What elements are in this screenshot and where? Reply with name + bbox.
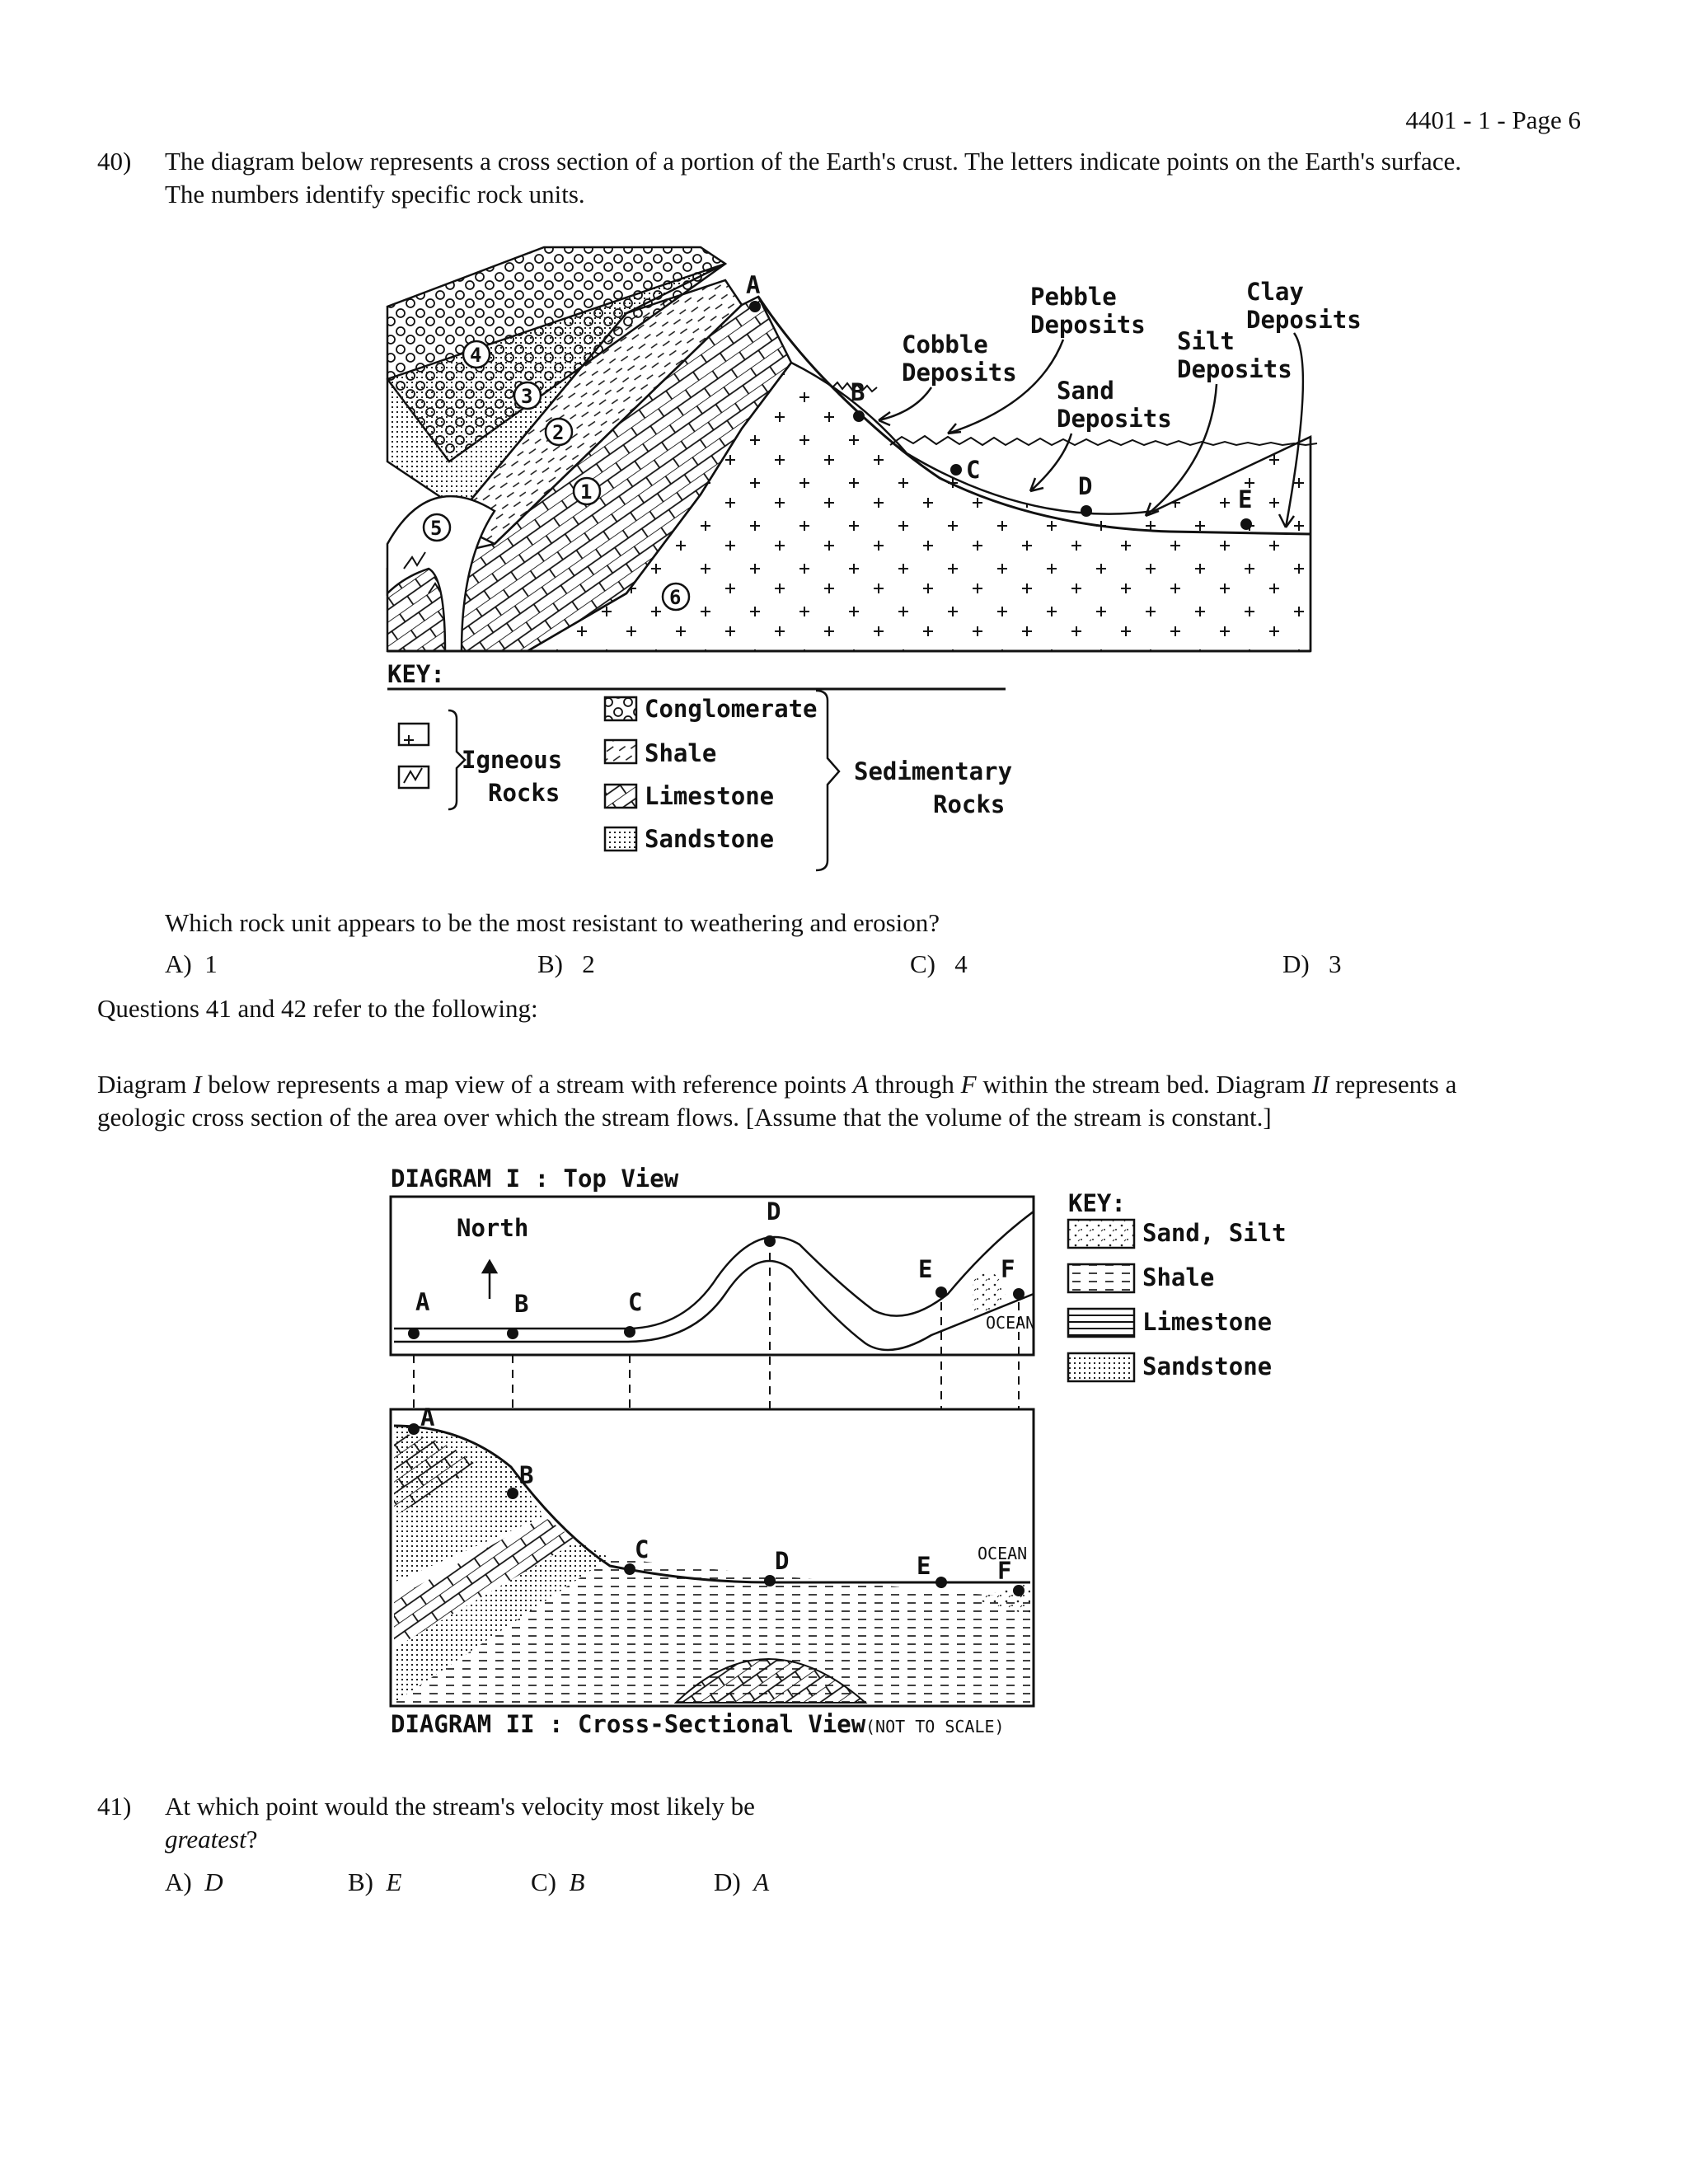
passage-text-5: represents a [1329, 1070, 1457, 1099]
diagram-1-title: DIAGRAM I : Top View [391, 1165, 679, 1193]
point-E: E [1238, 485, 1253, 513]
passage-italic-1: I [193, 1070, 202, 1099]
passage-line1 [97, 1068, 1456, 1101]
key-limestone: Limestone [645, 782, 775, 810]
section-point-A: A [420, 1404, 435, 1432]
key-title: KEY: [387, 660, 445, 688]
key2-swatch-shale [1068, 1264, 1134, 1292]
page-number-header: 4401 - 1 - Page 6 [1405, 105, 1581, 134]
key-igneous: Igneous [462, 746, 563, 774]
question-40-number: 40) [97, 147, 132, 176]
q40-choice-b[interactable] [537, 948, 595, 981]
section-point-F: F [997, 1557, 1012, 1585]
cross-section-diagram [0, 0, 1688, 882]
section-point-E: E [917, 1552, 931, 1580]
stream-diagrams [0, 1154, 1688, 1747]
q41-choice-d[interactable] [714, 1866, 769, 1899]
section-point-D: D [775, 1547, 790, 1575]
q40-choice-b-label: B) [537, 949, 563, 978]
q41-choice-d-value: A [753, 1868, 770, 1896]
q40-choice-c-value: 4 [954, 949, 968, 978]
key-sandstone: Sandstone [645, 825, 775, 853]
passage-italic-2: A [852, 1070, 869, 1099]
key2-sandstone: Sandstone [1142, 1352, 1273, 1380]
key-shale: Shale [645, 739, 717, 767]
key-swatch-conglomerate [605, 697, 636, 720]
question-41-end: ? [246, 1825, 258, 1854]
passage-text-2: below represents a map view of a stream with reference points [201, 1070, 853, 1099]
key2-title: KEY: [1068, 1189, 1126, 1217]
section-point-C: C [635, 1535, 649, 1563]
key2-shale: Shale [1142, 1263, 1215, 1291]
unit-label-4: 4 [470, 344, 482, 367]
question-41-stem-line2 [165, 1823, 258, 1856]
q40-choice-a-value: 1 [204, 949, 218, 978]
q40-choice-b-value: 2 [582, 949, 595, 978]
passage-text-3: through [868, 1070, 961, 1099]
q41-choice-b-value: E [386, 1868, 402, 1896]
q41-choice-a[interactable] [165, 1866, 223, 1899]
point-C: C [966, 456, 981, 484]
label-clay-deposits: Deposits [1246, 306, 1362, 334]
key2-swatch-limestone [1068, 1309, 1134, 1337]
top-point-A: A [415, 1288, 430, 1316]
key2-sand-silt: Sand, Silt [1142, 1219, 1287, 1247]
key2-swatch-sand-silt [1068, 1220, 1134, 1248]
question-40-stem-line2: The numbers identify specific rock units. [165, 180, 585, 209]
key-swatch-igneous-plus [399, 724, 429, 745]
top-point-E: E [918, 1255, 933, 1283]
section-point-B: B [519, 1461, 534, 1489]
label-cobble-deposits: Deposits [902, 359, 1017, 387]
q41-choice-c-value: B [569, 1868, 585, 1896]
key-sedimentary-rocks: Rocks [933, 790, 1006, 818]
point-A: A [746, 271, 761, 299]
q40-choice-d-label: D) [1282, 949, 1310, 978]
key-swatch-sandstone [605, 827, 636, 851]
key2-swatch-sandstone [1068, 1353, 1134, 1381]
q40-choice-c-label: C) [910, 949, 935, 978]
diagram-2-title: DIAGRAM II : Cross-Sectional View [391, 1710, 866, 1738]
question-40-stem-line1: The diagram below represents a cross section of a portion of the Earth's crust. The letters indicate points on the Earth's surface. [165, 147, 1462, 176]
q40-choice-a[interactable] [165, 948, 218, 981]
label-silt: Silt [1177, 327, 1235, 355]
ocean-label-top: OCEAN [986, 1313, 1036, 1333]
passage-italic-3: F [960, 1070, 977, 1099]
q41-choice-b[interactable] [348, 1866, 401, 1899]
passage-text-1: Diagram [97, 1070, 194, 1099]
point-B: B [851, 378, 865, 406]
q40-choice-d-value: 3 [1328, 949, 1342, 978]
q40-choice-d[interactable] [1282, 948, 1341, 981]
q41-choice-c-label: C) [531, 1868, 556, 1896]
top-point-C: C [628, 1288, 643, 1316]
label-sand-deposits: Deposits [1057, 405, 1172, 433]
key-sedimentary: Sedimentary [854, 757, 1013, 785]
label-pebble-deposits: Deposits [1030, 311, 1146, 339]
label-pebble: Pebble [1030, 283, 1117, 311]
key2-limestone: Limestone [1142, 1308, 1273, 1336]
q41-choice-c[interactable] [531, 1866, 584, 1899]
unit-label-2: 2 [552, 421, 565, 444]
question-41-stem-line1: At which point would the stream's velocity most likely be [165, 1792, 755, 1821]
questions-41-42-intro: Questions 41 and 42 refer to the following: [97, 994, 538, 1023]
unit-label-1: 1 [580, 480, 593, 504]
label-cobble: Cobble [902, 330, 988, 359]
question-40-prompt: Which rock unit appears to be the most resistant to weathering and erosion? [165, 908, 940, 937]
q41-choice-d-label: D) [714, 1868, 741, 1896]
label-silt-deposits: Deposits [1177, 355, 1292, 383]
passage-italic-4: II [1311, 1070, 1329, 1099]
not-to-scale-label: (NOT TO SCALE) [865, 1717, 1005, 1736]
top-point-F: F [1001, 1255, 1015, 1283]
label-clay: Clay [1246, 278, 1304, 306]
key-igneous-rocks: Rocks [488, 779, 560, 807]
q40-choice-a-label: A) [165, 949, 192, 978]
key-swatch-limestone [605, 785, 636, 808]
point-D: D [1078, 472, 1093, 500]
passage-text-4: within the stream bed. Diagram [976, 1070, 1312, 1099]
passage-line2: geologic cross section of the area over which the stream flows. [Assume that the volume of the stream is constant.] [97, 1103, 1272, 1132]
q41-choice-a-value: D [204, 1868, 223, 1896]
key-conglomerate: Conglomerate [645, 695, 818, 723]
water-surface [890, 436, 1317, 445]
question-41-emphasis: greatest [165, 1825, 246, 1854]
unit-label-5: 5 [430, 517, 443, 540]
q41-choice-b-label: B) [348, 1868, 373, 1896]
question-41-number: 41) [97, 1792, 132, 1821]
unit-label-6: 6 [669, 586, 682, 609]
unit-label-3: 3 [521, 385, 533, 408]
ocean-label-section: OCEAN [978, 1544, 1028, 1563]
q41-choice-a-label: A) [165, 1868, 192, 1896]
q40-choice-c[interactable] [910, 948, 968, 981]
top-point-D: D [767, 1197, 781, 1226]
key-swatch-shale [605, 740, 636, 763]
top-point-B: B [514, 1290, 529, 1318]
north-label: North [457, 1214, 529, 1242]
label-sand: Sand [1057, 377, 1114, 405]
